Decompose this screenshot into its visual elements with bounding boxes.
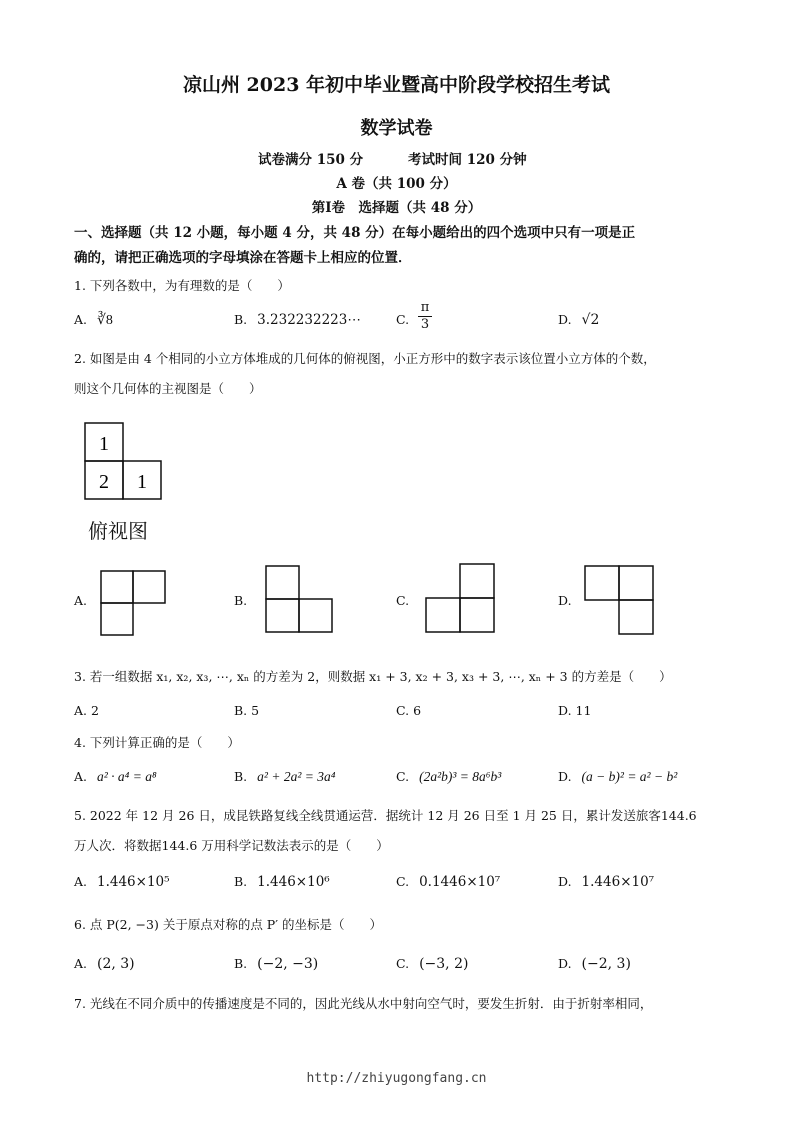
q1-option-c-denominator: 3 xyxy=(420,317,430,332)
q5-option-c xyxy=(396,874,500,890)
q2-option-a-label: A. xyxy=(74,593,88,608)
q4-option-c-label: C. xyxy=(396,769,410,784)
q1-option-c-fraction xyxy=(418,300,432,333)
q5-stem-line1: 5. 2022 年 12 月 26 日，成昆铁路复线全线贯通运营．据统计 12 月 26 日至 1 月 25 日，累计发送旅客144.6 xyxy=(74,808,697,823)
exam-meta-score: 试卷满分 150 分 xyxy=(258,152,364,168)
q1-option-b-label: B. xyxy=(234,312,248,327)
q6-option-b xyxy=(234,956,318,972)
q3-stem: 3. 若一组数据 x₁, x₂, x₃, ⋯, xₙ 的方差为 2，则数据 x₁ + 3, x₂ + 3, x₃ + 3, ⋯, xₙ + 3 的方差是（ ） xyxy=(74,669,672,684)
q5-option-c-text: 0.1446×10⁷ xyxy=(419,874,501,890)
section1-instruction-line2: 确的，请把正确选项的字母填涂在答题卡上相应的位置． xyxy=(74,250,412,266)
q2-option-c-figure xyxy=(425,563,495,633)
q1-option-a xyxy=(74,312,113,329)
q5-option-a-text: 1.446×10⁵ xyxy=(97,874,170,890)
exam-title: 凉山州 2023 年初中毕业暨高中阶段学校招生考试 xyxy=(182,74,611,96)
q1-option-b-text: 3.232232223⋯ xyxy=(257,312,361,328)
q2-option-d-label: D. xyxy=(558,593,572,608)
q2-option-d-figure xyxy=(584,565,654,635)
volume-a-heading: A 卷（共 100 分） xyxy=(336,176,457,192)
q6-stem: 6. 点 P(2, −3) 关于原点对称的点 P′ 的坐标是（ ） xyxy=(74,917,383,932)
q1-option-c-label: C. xyxy=(396,312,410,327)
q2-option-b-figure xyxy=(265,565,333,633)
q6-option-d xyxy=(558,956,631,972)
q6-option-c xyxy=(396,956,468,972)
q4-stem: 4. 下列计算正确的是（ ） xyxy=(74,735,240,750)
q1-stem: 1. 下列各数中，为有理数的是（ ） xyxy=(74,278,290,293)
q2-top-view-grid xyxy=(84,422,164,502)
q4-option-d-label: D. xyxy=(558,769,572,784)
q1-option-c xyxy=(396,312,409,327)
q5-option-b-text: 1.446×10⁶ xyxy=(257,874,330,890)
q6-option-b-label: B. xyxy=(234,956,248,971)
q6-option-a-label: A. xyxy=(74,956,88,971)
footer-url[interactable]: http://zhiyugongfang.cn xyxy=(306,1071,487,1086)
q5-option-c-label: C. xyxy=(396,874,410,889)
grid-number-bottom-left: 2 xyxy=(99,471,109,493)
q4-option-b-text: a² + 2a² = 3a⁴ xyxy=(257,769,336,784)
q5-option-d xyxy=(558,874,654,890)
q2-option-c-label: C. xyxy=(396,593,410,608)
q6-option-c-text: (−3, 2) xyxy=(419,956,469,972)
q2-option-b-label: B. xyxy=(234,593,248,608)
q5-option-b xyxy=(234,874,330,890)
q6-option-b-text: (−2, −3) xyxy=(257,956,319,972)
q4-option-b xyxy=(234,769,335,785)
q6-option-d-text: (−2, 3) xyxy=(581,956,631,972)
q4-option-d xyxy=(558,769,677,785)
q1-option-d-label: D. xyxy=(558,312,572,327)
part1-heading: 第Ⅰ卷 选择题（共 48 分） xyxy=(311,200,482,216)
q5-option-d-text: 1.446×10⁷ xyxy=(581,874,655,890)
q6-option-d-label: D. xyxy=(558,956,572,971)
q2-stem-line2: 则这个几何体的主视图是（ ） xyxy=(74,381,262,396)
q3-option-b: B. 5 xyxy=(234,703,260,718)
q6-option-a-text: (2, 3) xyxy=(97,956,135,972)
q4-option-a-label: A. xyxy=(74,769,88,784)
q1-option-a-text: ∛8 xyxy=(97,313,113,328)
section1-instruction-line1: 一、选择题（共 12 小题，每小题 4 分，共 48 分）在每小题给出的四个选项中只有一项是正 xyxy=(74,225,636,241)
grid-number-top: 1 xyxy=(99,433,109,455)
q4-option-b-label: B. xyxy=(234,769,248,784)
q5-option-a-label: A. xyxy=(74,874,88,889)
q1-option-a-label: A. xyxy=(74,312,88,327)
grid-number-bottom-right: 1 xyxy=(137,471,147,493)
q3-option-a: A. 2 xyxy=(74,703,99,718)
q3-option-c: C. 6 xyxy=(396,703,422,718)
q2-stem-line1: 2. 如图是由 4 个相同的小立方体堆成的几何体的俯视图，小正方形中的数字表示该位置小立方体的个数， xyxy=(74,351,656,366)
q6-option-c-label: C. xyxy=(396,956,410,971)
exam-subtitle: 数学试卷 xyxy=(360,118,433,139)
exam-meta-time: 考试时间 120 分钟 xyxy=(408,152,527,168)
q4-option-c xyxy=(396,769,501,785)
q4-option-d-text: (a − b)² = a² − b² xyxy=(581,769,678,784)
q1-option-d-text: √2 xyxy=(581,312,600,328)
q5-option-d-label: D. xyxy=(558,874,572,889)
q7-stem: 7. 光线在不同介质中的传播速度是不同的，因此光线从水中射向空气时，要发生折射．由于折射率相同， xyxy=(74,996,653,1011)
q4-option-a xyxy=(74,769,157,785)
q2-option-a-figure xyxy=(100,570,166,636)
q1-option-d xyxy=(558,312,599,328)
q3-option-d: D. 11 xyxy=(558,703,592,718)
q5-stem-line2: 万人次．将数据144.6 万用科学记数法表示的是（ ） xyxy=(74,838,389,853)
q5-option-a xyxy=(74,874,170,890)
q1-option-c-numerator: π xyxy=(418,300,432,317)
q2-top-view-caption: 俯视图 xyxy=(88,519,148,543)
q6-option-a xyxy=(74,956,135,972)
q4-option-c-text: (2a²b)³ = 8a⁶b³ xyxy=(419,769,502,784)
q5-option-b-label: B. xyxy=(234,874,248,889)
q4-option-a-text: a² · a⁴ = a⁸ xyxy=(97,769,157,784)
q1-option-b xyxy=(234,312,361,328)
